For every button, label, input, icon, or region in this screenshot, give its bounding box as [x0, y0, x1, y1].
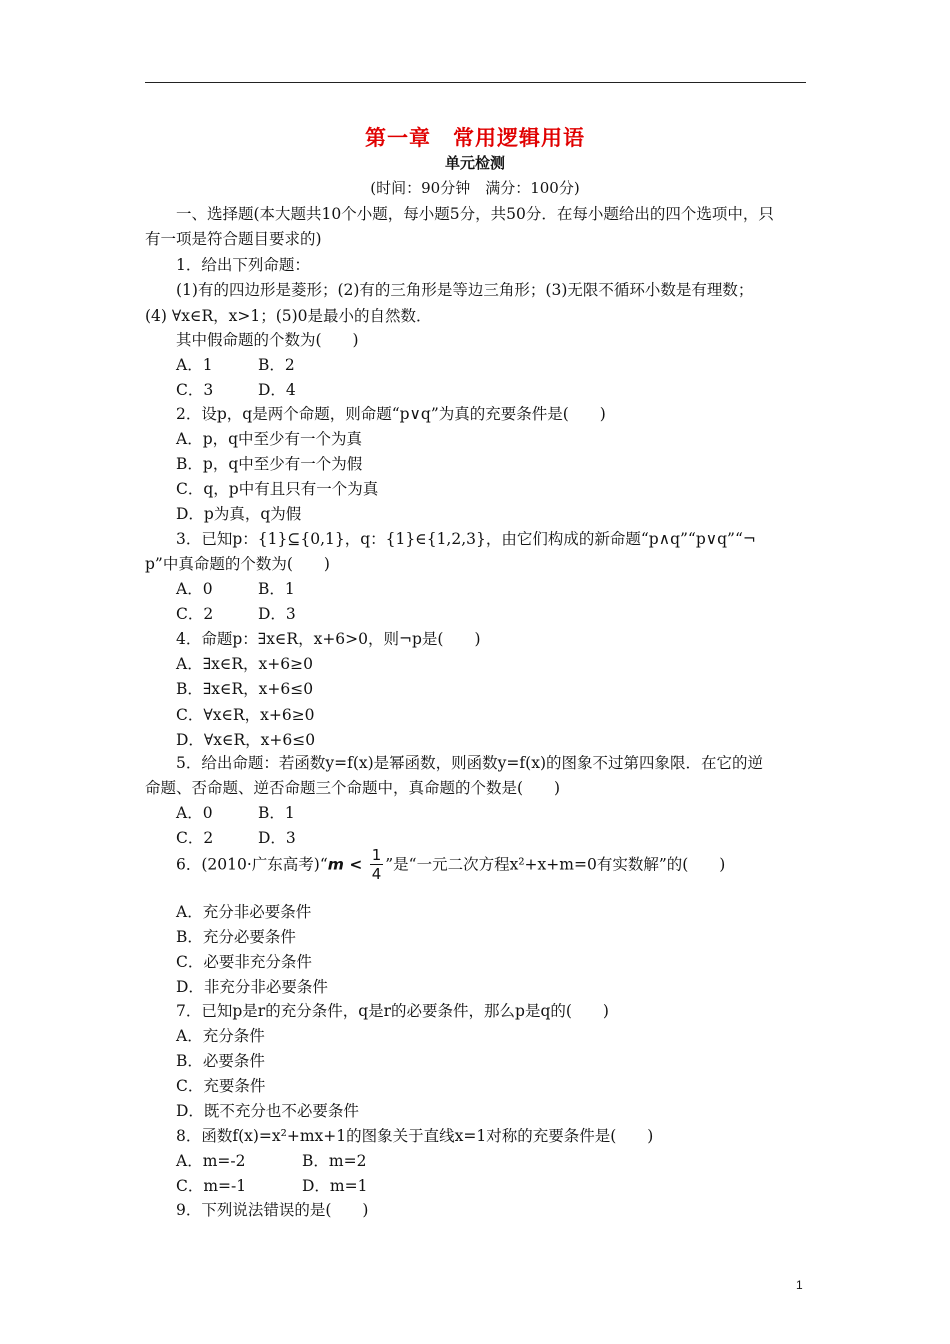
q6-fraction-denominator: 4	[371, 865, 382, 883]
q7-option-c: C．充要条件	[176, 1077, 266, 1095]
q6-option-b: B．充分必要条件	[176, 928, 296, 946]
q3-option-c: C．2	[176, 605, 214, 623]
q4-option-c: C．∀x∈R，x+6≥0	[176, 706, 315, 724]
q6-option-c: C．必要非充分条件	[176, 953, 312, 971]
q2-option-d: D．p为真，q为假	[176, 505, 302, 523]
q4-option-a: A．∃x∈R，x+6≥0	[176, 655, 313, 673]
q2-stem: 2．设p，q是两个命题，则命题“p∨q”为真的充要条件是( )	[176, 405, 606, 423]
q1-option-d: D．4	[258, 381, 296, 399]
q5-line2: 命题、否命题、逆否命题三个命题中，真命题的个数是( )	[145, 779, 561, 797]
q9-stem: 9．下列说法错误的是( )	[176, 1201, 369, 1219]
q1-option-a: A．1	[176, 356, 213, 374]
chapter-title: 第一章 常用逻辑用语	[365, 126, 585, 150]
q3-option-b: B．1	[258, 580, 295, 598]
q3-option-d: D．3	[258, 605, 296, 623]
q4-stem: 4．命题p：∃x∈R，x+6>0，则¬p是( )	[176, 630, 481, 648]
q5-option-d: D．3	[258, 829, 296, 847]
q7-option-a: A．充分条件	[176, 1027, 265, 1045]
q4-option-d: D．∀x∈R，x+6≤0	[176, 731, 316, 749]
q7-option-d: D．既不充分也不必要条件	[176, 1102, 359, 1120]
q2-option-a: A．p，q中至少有一个为真	[176, 430, 363, 448]
q6-var-m: m	[327, 855, 344, 874]
q7-option-b: B．必要条件	[176, 1052, 265, 1070]
header-rule	[145, 82, 806, 83]
q1-line2: (1)有的四边形是菱形；(2)有的三角形是等边三角形；(3)无限不循环小数是有理数；	[176, 281, 754, 299]
section-intro-line2: 有一项是符合题目要求的)	[145, 230, 322, 248]
q8-option-d: D．m=1	[302, 1177, 368, 1195]
q3-line2: p”中真命题的个数为( )	[145, 555, 330, 573]
q4-option-b: B．∃x∈R，x+6≤0	[176, 680, 314, 698]
q6-option-a: A．充分非必要条件	[176, 903, 312, 921]
q5-option-a: A．0	[176, 804, 213, 822]
q5-stem: 5．给出命题：若函数y=f(x)是幂函数，则函数y=f(x)的图象不过第四象限．在它的逆	[176, 754, 763, 772]
q6-option-d: D．非充分非必要条件	[176, 978, 328, 996]
q1-stem: 1．给出下列命题：	[176, 256, 310, 274]
q1-option-b: B．2	[258, 356, 295, 374]
q3-option-a: A．0	[176, 580, 213, 598]
q8-option-b: B．m=2	[302, 1152, 367, 1170]
exam-meta: (时间：90分钟 满分：100分)	[370, 179, 580, 197]
q1-line4: 其中假命题的个数为( )	[176, 331, 359, 349]
q1-line3: (4) ∀x∈R，x>1；(5)0是最小的自然数．	[145, 307, 432, 325]
q8-stem: 8．函数f(x)=x²+mx+1的图象关于直线x=1对称的充要条件是( )	[176, 1127, 654, 1145]
q2-option-b: B．p，q中至少有一个为假	[176, 455, 363, 473]
q8-option-a: A．m=-2	[176, 1152, 246, 1170]
q6-suffix: ”是“一元二次方程x²+x+m=0有实数解”的( )	[385, 855, 726, 874]
q1-option-c: C．3	[176, 381, 214, 399]
q2-option-c: C．q，p中有且只有一个为真	[176, 480, 379, 498]
q3-stem: 3．已知p：{1}⊆{0,1}，q：{1}∈{1,2,3}，由它们构成的新命题“p∧q”“p∨q”“¬	[176, 530, 756, 548]
section-subtitle: 单元检测	[444, 154, 505, 172]
q5-option-b: B．1	[258, 804, 295, 822]
q6-fraction	[370, 846, 384, 883]
q6-less-than: <	[343, 855, 368, 874]
q5-option-c: C．2	[176, 829, 214, 847]
q8-option-c: C．m=-1	[176, 1177, 247, 1195]
q6-prefix: 6．(2010·广东高考)“	[176, 855, 328, 874]
q6-stem	[176, 846, 725, 883]
section-intro-line1: 一、选择题(本大题共10个小题，每小题5分，共50分．在每小题给出的四个选项中，只	[176, 205, 774, 223]
q6-fraction-numerator: 1	[371, 846, 382, 864]
page-number: 1	[796, 1278, 803, 1292]
q7-stem: 7．已知p是r的充分条件，q是r的必要条件，那么p是q的( )	[176, 1002, 609, 1020]
